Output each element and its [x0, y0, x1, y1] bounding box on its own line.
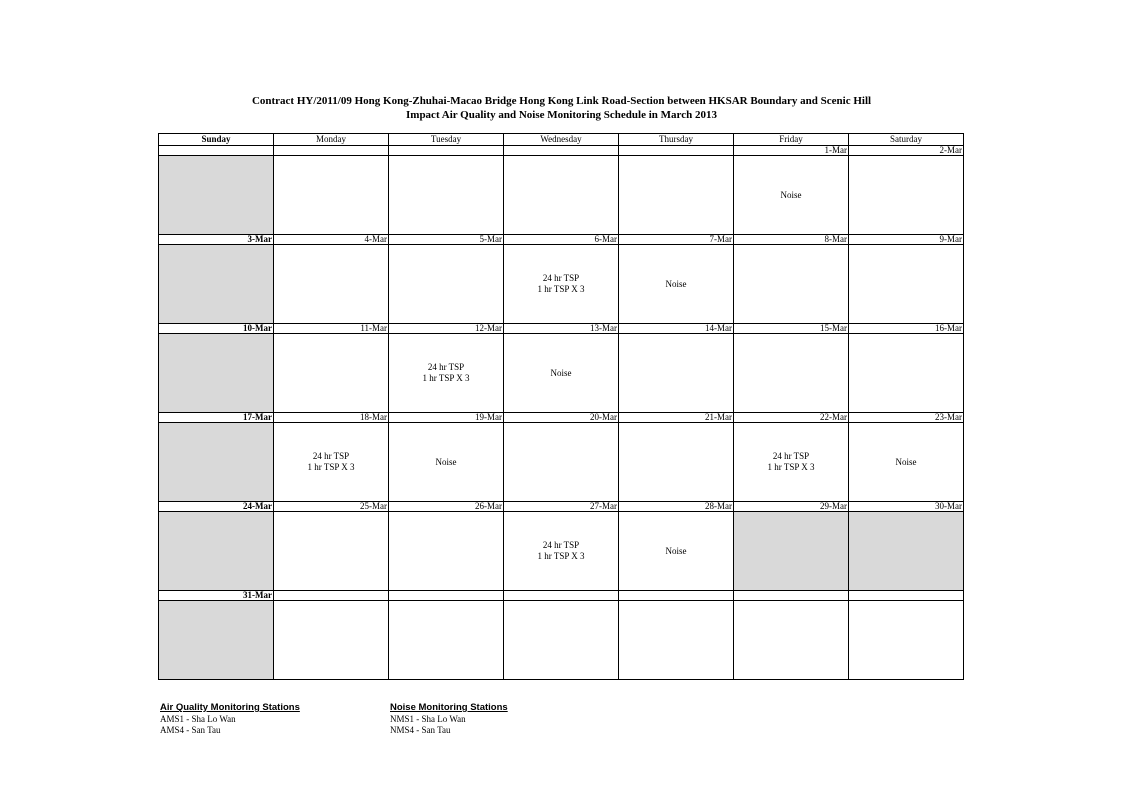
event-cell — [504, 601, 619, 680]
date-cell: 17-Mar — [159, 413, 274, 423]
event-text: 24 hr TSP — [542, 540, 580, 550]
event-text: Noise — [435, 456, 457, 467]
event-row — [159, 512, 964, 591]
event-cell — [389, 423, 504, 502]
weekday-header: Saturday — [849, 134, 964, 146]
date-cell: 28-Mar — [619, 502, 734, 512]
event-cell — [734, 512, 849, 591]
event-cell — [159, 601, 274, 680]
date-cell: 14-Mar — [619, 324, 734, 334]
event-cell — [159, 512, 274, 591]
event-cell — [274, 601, 389, 680]
air-station-item: AMS4 - San Tau — [160, 725, 221, 735]
air-station-item: AMS1 - Sha Lo Wan — [160, 714, 236, 724]
event-text: Noise — [550, 367, 572, 378]
date-cell: 13-Mar — [504, 324, 619, 334]
event-cell — [734, 156, 849, 235]
event-row — [159, 245, 964, 324]
event-row — [159, 601, 964, 680]
date-cell: 1-Mar — [734, 146, 849, 156]
event-cell — [504, 245, 619, 324]
event-row — [159, 156, 964, 235]
event-cell — [274, 334, 389, 413]
date-cell: 25-Mar — [274, 502, 389, 512]
event-cell — [619, 334, 734, 413]
date-cell — [504, 146, 619, 156]
event-text: Noise — [780, 189, 802, 200]
event-cell — [274, 423, 389, 502]
event-cell — [849, 156, 964, 235]
date-cell: 12-Mar — [389, 324, 504, 334]
date-cell: 29-Mar — [734, 502, 849, 512]
weekday-header: Tuesday — [389, 134, 504, 146]
event-text: 1 hr TSP X 3 — [767, 462, 815, 472]
date-cell: 18-Mar — [274, 413, 389, 423]
event-cell — [159, 156, 274, 235]
event-cell — [389, 334, 504, 413]
date-cell — [274, 146, 389, 156]
weekday-header: Wednesday — [504, 134, 619, 146]
event-text: Noise — [665, 278, 687, 289]
event-text: 1 hr TSP X 3 — [422, 373, 470, 383]
date-cell — [619, 146, 734, 156]
document-title: Contract HY/2011/09 Hong Kong-Zhuhai-Macao Bridge Hong Kong Link Road-Section between HKSAR Boundary and Scenic Hill — [251, 95, 872, 107]
date-row — [159, 324, 964, 334]
event-cell — [849, 601, 964, 680]
noise-legend — [390, 702, 508, 736]
date-cell — [849, 591, 964, 601]
weekday-header: Sunday — [159, 134, 274, 146]
event-cell — [389, 512, 504, 591]
weekday-header: Monday — [274, 134, 389, 146]
event-row — [159, 334, 964, 413]
event-cell — [849, 423, 964, 502]
calendar-table — [158, 133, 964, 680]
weekday-header: Friday — [734, 134, 849, 146]
event-cell — [274, 512, 389, 591]
date-cell — [389, 591, 504, 601]
date-cell: 4-Mar — [274, 235, 389, 245]
date-cell: 5-Mar — [389, 235, 504, 245]
air-quality-legend — [160, 702, 300, 736]
date-cell: 16-Mar — [849, 324, 964, 334]
date-row — [159, 146, 964, 156]
date-cell — [619, 591, 734, 601]
date-cell — [734, 591, 849, 601]
event-cell — [619, 156, 734, 235]
date-cell: 27-Mar — [504, 502, 619, 512]
date-cell: 31-Mar — [159, 591, 274, 601]
event-cell — [619, 245, 734, 324]
event-cell — [849, 334, 964, 413]
date-cell — [389, 146, 504, 156]
date-cell — [159, 146, 274, 156]
event-text: 24 hr TSP — [427, 362, 465, 372]
event-text: 1 hr TSP X 3 — [537, 551, 585, 561]
air-quality-legend-heading: Air Quality Monitoring Stations — [160, 702, 300, 713]
noise-station-item: NMS4 - San Tau — [390, 725, 451, 735]
date-cell: 8-Mar — [734, 235, 849, 245]
document-subtitle: Impact Air Quality and Noise Monitoring Schedule in March 2013 — [406, 109, 717, 121]
date-cell: 6-Mar — [504, 235, 619, 245]
date-cell: 22-Mar — [734, 413, 849, 423]
event-cell — [734, 423, 849, 502]
event-cell — [619, 423, 734, 502]
event-cell — [159, 245, 274, 324]
event-cell — [159, 334, 274, 413]
date-cell: 21-Mar — [619, 413, 734, 423]
date-row — [159, 413, 964, 423]
date-row — [159, 591, 964, 601]
event-cell — [619, 512, 734, 591]
event-text: Noise — [665, 545, 687, 556]
event-text: 24 hr TSP — [312, 451, 350, 461]
weekday-header-row — [159, 134, 964, 146]
event-cell — [389, 601, 504, 680]
noise-station-item: NMS1 - Sha Lo Wan — [390, 714, 466, 724]
date-cell: 30-Mar — [849, 502, 964, 512]
date-cell: 7-Mar — [619, 235, 734, 245]
event-cell — [274, 245, 389, 324]
date-cell: 11-Mar — [274, 324, 389, 334]
noise-legend-heading: Noise Monitoring Stations — [390, 702, 508, 713]
date-row — [159, 502, 964, 512]
event-row — [159, 423, 964, 502]
date-cell: 23-Mar — [849, 413, 964, 423]
event-cell — [504, 156, 619, 235]
date-cell — [274, 591, 389, 601]
date-cell: 10-Mar — [159, 324, 274, 334]
date-cell: 15-Mar — [734, 324, 849, 334]
event-cell — [504, 423, 619, 502]
date-cell: 24-Mar — [159, 502, 274, 512]
event-cell — [734, 245, 849, 324]
event-cell — [734, 334, 849, 413]
date-cell: 19-Mar — [389, 413, 504, 423]
date-cell — [504, 591, 619, 601]
date-cell: 26-Mar — [389, 502, 504, 512]
date-cell: 2-Mar — [849, 146, 964, 156]
event-text: 24 hr TSP — [772, 451, 810, 461]
event-cell — [504, 512, 619, 591]
event-cell — [274, 156, 389, 235]
event-cell — [734, 601, 849, 680]
date-row — [159, 235, 964, 245]
event-text: 1 hr TSP X 3 — [537, 284, 585, 294]
event-cell — [619, 601, 734, 680]
event-cell — [389, 245, 504, 324]
weekday-header: Thursday — [619, 134, 734, 146]
event-cell — [389, 156, 504, 235]
event-cell — [504, 334, 619, 413]
event-cell — [849, 245, 964, 324]
event-cell — [159, 423, 274, 502]
event-text: 24 hr TSP — [542, 273, 580, 283]
event-text: Noise — [895, 456, 917, 467]
date-cell: 20-Mar — [504, 413, 619, 423]
event-cell — [849, 512, 964, 591]
event-text: 1 hr TSP X 3 — [307, 462, 355, 472]
date-cell: 9-Mar — [849, 235, 964, 245]
date-cell: 3-Mar — [159, 235, 274, 245]
